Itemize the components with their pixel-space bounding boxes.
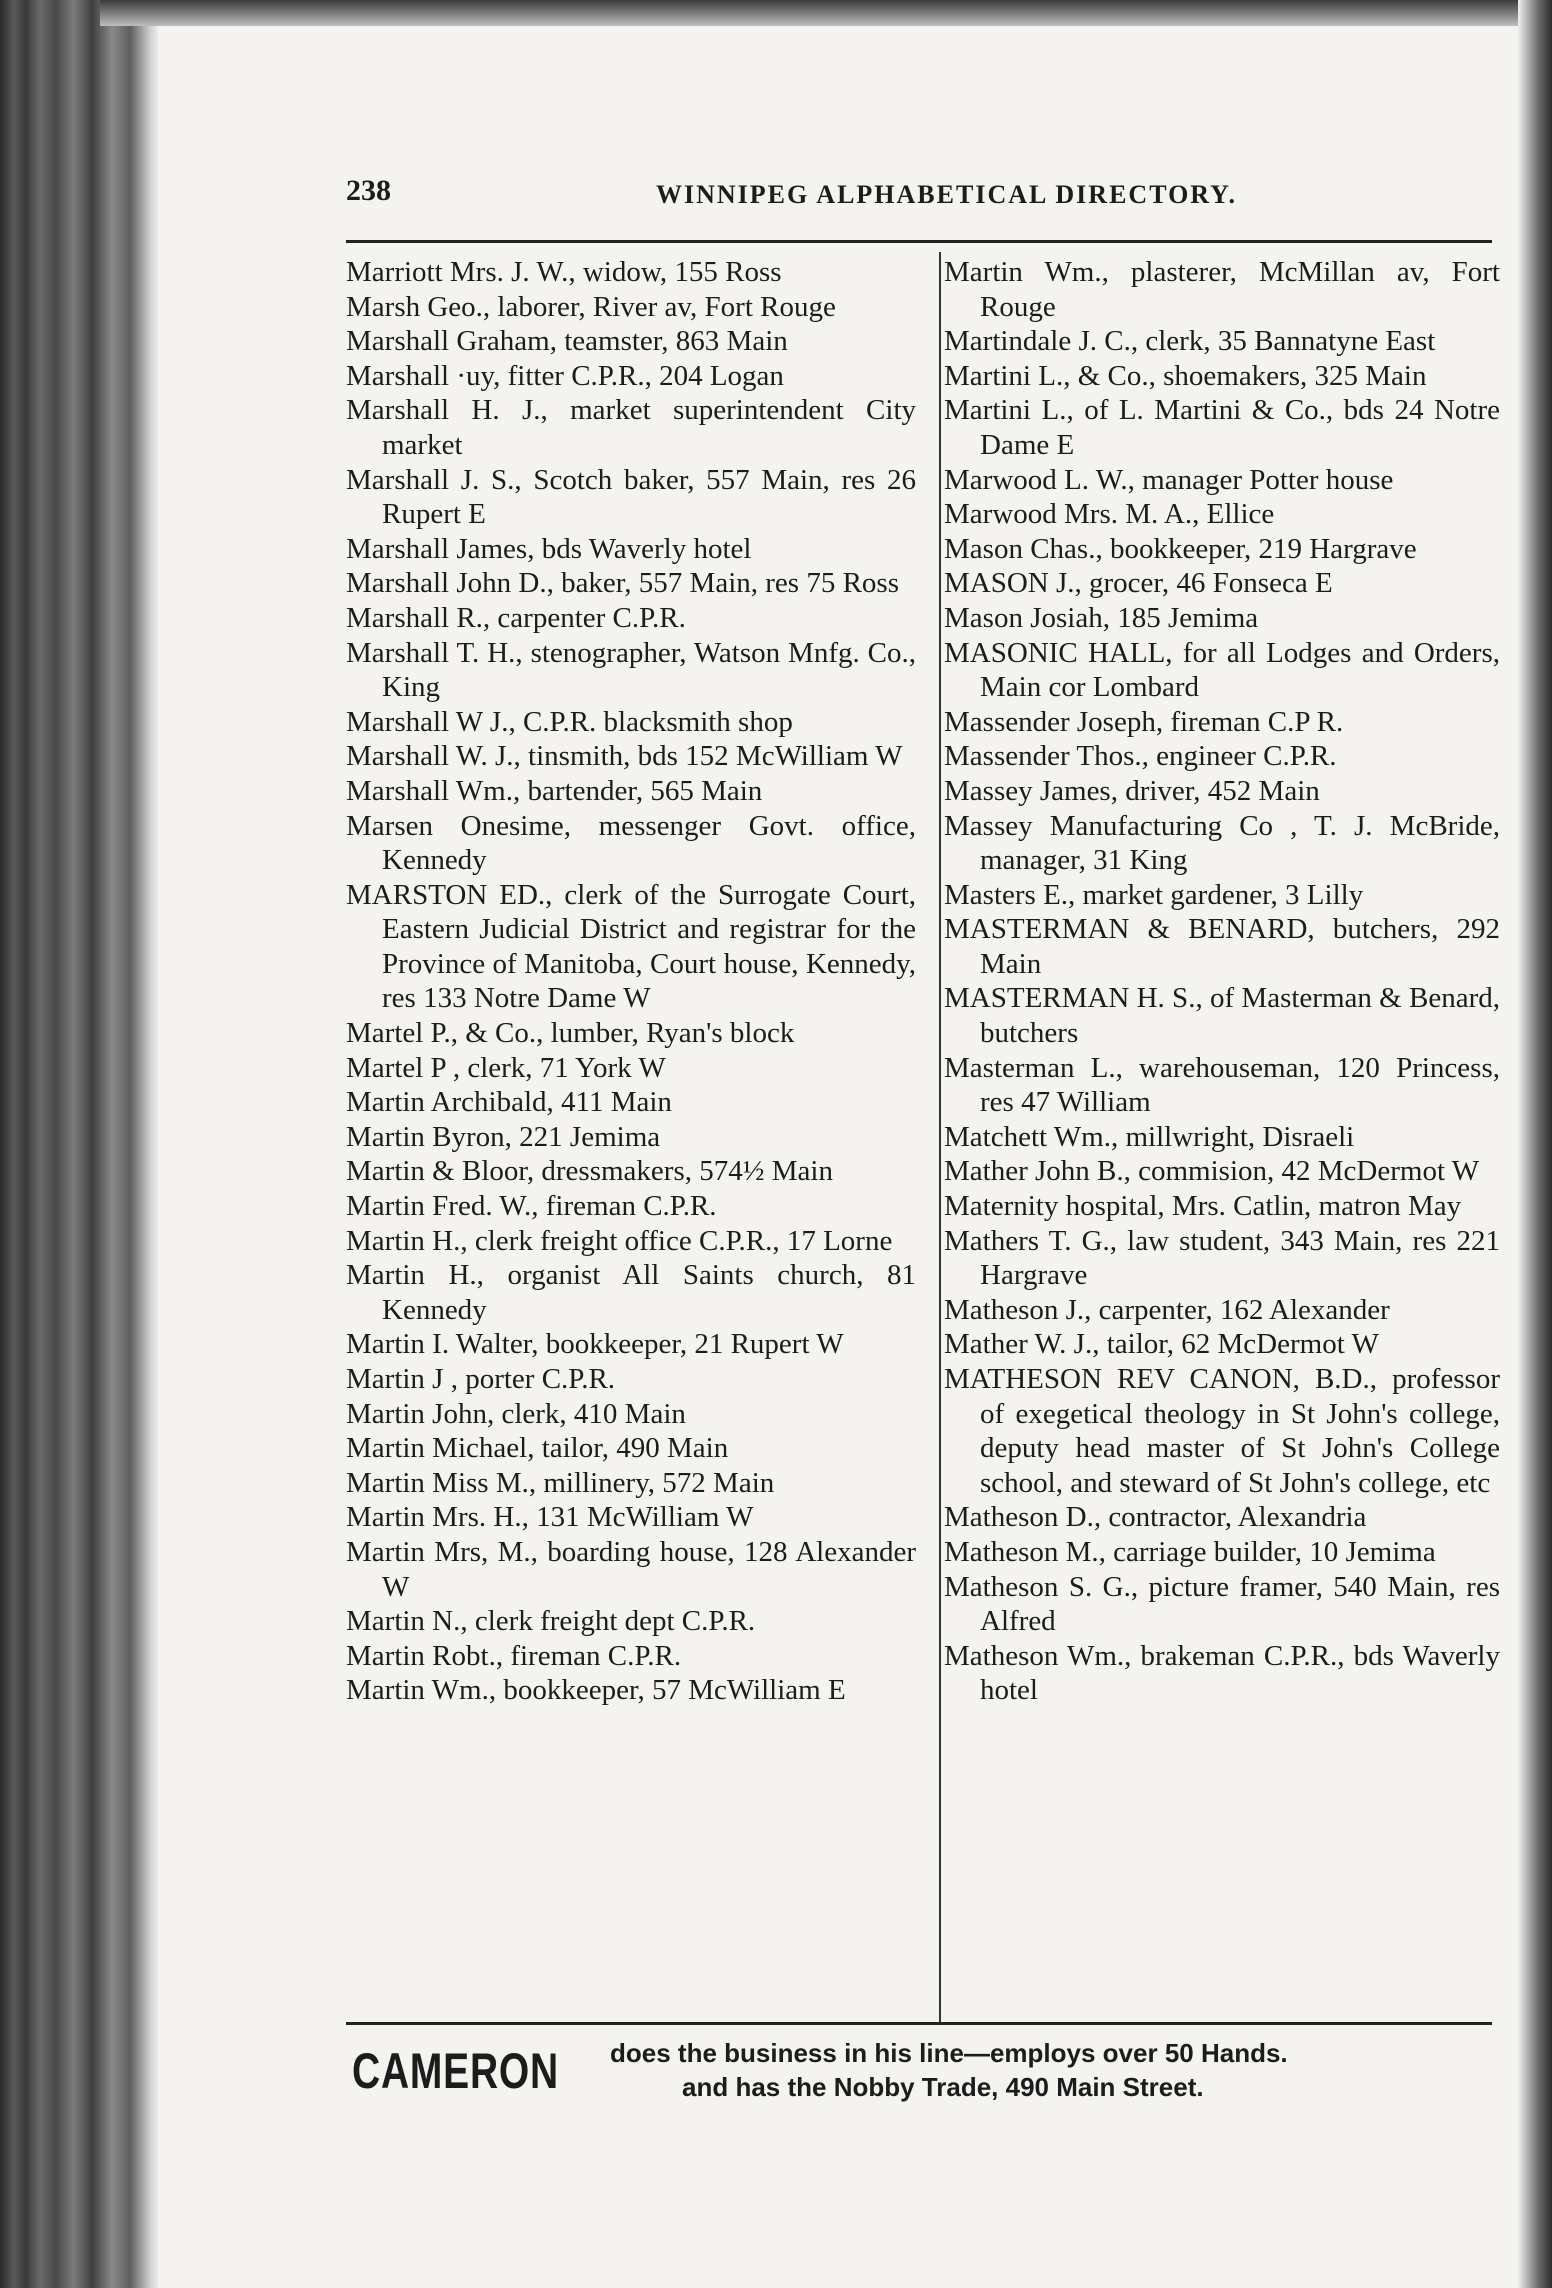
directory-entry: Martin John, clerk, 410 Main [346, 1397, 686, 1430]
directory-entry: Maternity hospital, Mrs. Catlin, matron May [944, 1190, 1462, 1223]
directory-entry: MARSTON ED., clerk of the Surrogate Court, Eastern Judicial District and registrar for the Province of Manitoba, Court house, Kennedy, res 133 Notre Dame W [346, 878, 916, 1015]
directory-entry: Martini L., of L. Martini & Co., bds 24 Notre Dame E [944, 394, 1500, 461]
directory-entry: Matheson M., carriage builder, 10 Jemima [944, 1535, 1436, 1568]
directory-entry: Martindale J. C., clerk, 35 Bannatyne East [944, 325, 1436, 358]
directory-entry: Martin Byron, 221 Jemima [346, 1120, 661, 1153]
directory-entry: Massender Joseph, fireman C.P R. [944, 705, 1344, 738]
directory-entry: Martel P., & Co., lumber, Ryan's block [346, 1017, 795, 1050]
directory-entry: Martin & Bloor, dressmakers, 574½ Main [346, 1155, 833, 1188]
page-right-edge [1518, 0, 1552, 2288]
directory-entry: Martin J , porter C.P.R. [346, 1363, 616, 1395]
directory-entry: Marshall J. S., Scotch baker, 557 Main, res 26 Rupert E [346, 463, 916, 531]
directory-entry: Marriott Mrs. J. W., widow, 155 Ross [346, 256, 782, 288]
directory-entry: Mather W. J., tailor, 62 McDermot W [944, 1328, 1379, 1361]
directory-entry: Marwood Mrs. M. A., Ellice [944, 498, 1275, 531]
directory-entry: Marsh Geo., laborer, River av, Fort Rouge [346, 290, 836, 323]
directory-entry: Mathers T. G., law student, 343 Main, res 221 Hargrave [944, 1224, 1500, 1292]
running-title: WINNIPEG ALPHABETICAL DIRECTORY. [656, 180, 1238, 209]
page-number: 238 [346, 174, 391, 207]
directory-entry: Masters E., market gardener, 3 Lilly [944, 878, 1364, 911]
directory-entry: Martin Wm., plasterer, McMillan av, Fort Rouge [944, 256, 1500, 323]
page-top-shadow [100, 0, 1552, 26]
directory-entry: Martin Fred. W., fireman C.P.R. [346, 1190, 717, 1223]
directory-entry: Martin Miss M., millinery, 572 Main [346, 1466, 775, 1499]
directory-entry: Martin Robt., fireman C.P.R. [346, 1639, 682, 1672]
directory-entry: Martin H., clerk freight office C.P.R., 17 Lorne [346, 1224, 893, 1257]
column-divider [939, 252, 941, 2022]
directory-entry: Martin H., organist All Saints church, 81 Kennedy [346, 1259, 916, 1326]
directory-entry: Martel P , clerk, 71 York W [346, 1051, 666, 1084]
directory-entry: Matchett Wm., millwright, Disraeli [944, 1120, 1355, 1153]
directory-entry: MASON J., grocer, 46 Fonseca E [944, 567, 1333, 600]
directory-entry: MASTERMAN & BENARD, butchers, 292 Main [944, 913, 1500, 980]
directory-entry: Marshall W J., C.P.R. blacksmith shop [346, 705, 793, 738]
directory-entry: MASTERMAN H. S., of Masterman & Benard, butchers [944, 982, 1500, 1050]
advert-line-2: and has the Nobby Trade, 490 Main Street. [682, 2072, 1204, 2102]
directory-entry: Matheson Wm., brakeman C.P.R., bds Waverly hotel [944, 1639, 1500, 1707]
left-column [346, 255, 916, 1708]
directory-entry: Mason Chas., bookkeeper, 219 Hargrave [944, 532, 1417, 565]
directory-entry: Marshall James, bds Waverly hotel [346, 532, 752, 565]
directory-entry: Marshall W. J., tinsmith, bds 152 McWilliam W [346, 740, 903, 773]
directory-entry: Marshall T. H., stenographer, Watson Mnfg. Co., King [346, 636, 916, 704]
directory-entry: Martin N., clerk freight dept C.P.R. [346, 1605, 756, 1638]
directory-entry: Martin Mrs. H., 131 McWilliam W [346, 1501, 754, 1534]
directory-entry: Marshall Graham, teamster, 863 Main [346, 325, 788, 358]
directory-entry: Mason Josiah, 185 Jemima [944, 601, 1259, 634]
directory-entry: Masterman L., warehouseman, 120 Princess, res 47 William [944, 1051, 1500, 1119]
advert-name: CAMERON [352, 2043, 559, 2099]
directory-entry: MATHESON REV CANON, B.D., professor of exegetical theology in St John's college, deputy head master of St John's College school, and steward of St John's college, etc [944, 1363, 1500, 1499]
directory-entry: Martini L., & Co., shoemakers, 325 Main [944, 359, 1427, 392]
directory-entry: MASONIC HALL, for all Lodges and Orders, Main cor Lombard [944, 636, 1500, 704]
directory-entry: Marshall ·uy, fitter C.P.R., 204 Logan [346, 359, 784, 392]
right-column [944, 255, 1500, 1708]
page-header [346, 174, 1238, 218]
directory-entry: Martin Archibald, 411 Main [346, 1086, 672, 1119]
directory-entry: Massey Manufacturing Co , T. J. McBride, manager, 31 King [944, 809, 1500, 877]
directory-entry: Marshall John D., baker, 557 Main, res 75 Ross [346, 567, 899, 600]
directory-entry: Marwood L. W., manager Potter house [944, 463, 1394, 496]
directory-entry: Martin Michael, tailor, 490 Main [346, 1432, 729, 1465]
directory-entry: Matheson S. G., picture framer, 540 Main, res Alfred [944, 1570, 1500, 1638]
directory-entry: Matheson J., carpenter, 162 Alexander [944, 1293, 1390, 1326]
directory-entry: Martin I. Walter, bookkeeper, 21 Rupert W [346, 1328, 844, 1361]
directory-entry: Massey James, driver, 452 Main [944, 774, 1320, 807]
advertisement [352, 2032, 1492, 2124]
advert-line-1: does the business in his line—employs over 50 Hands. [610, 2038, 1288, 2068]
directory-entry: Marsen Onesime, messenger Govt. office, Kennedy [346, 809, 916, 877]
header-rule [346, 240, 1492, 243]
directory-entry: Martin Mrs, M., boarding house, 128 Alexander W [346, 1535, 916, 1603]
directory-entry: Massender Thos., engineer C.P.R. [944, 740, 1337, 773]
directory-entry: Matheson D., contractor, Alexandria [944, 1501, 1367, 1534]
directory-entry: Marshall R., carpenter C.P.R. [346, 601, 686, 634]
directory-entry: Mather John B., commision, 42 McDermot W [944, 1155, 1480, 1188]
book-spine [0, 0, 158, 2288]
directory-entry: Marshall H. J., market superintendent City market [346, 394, 916, 461]
directory-entry: Marshall Wm., bartender, 565 Main [346, 774, 763, 807]
directory-entry: Martin Wm., bookkeeper, 57 McWilliam E [346, 1674, 846, 1707]
footer-rule [346, 2022, 1492, 2025]
